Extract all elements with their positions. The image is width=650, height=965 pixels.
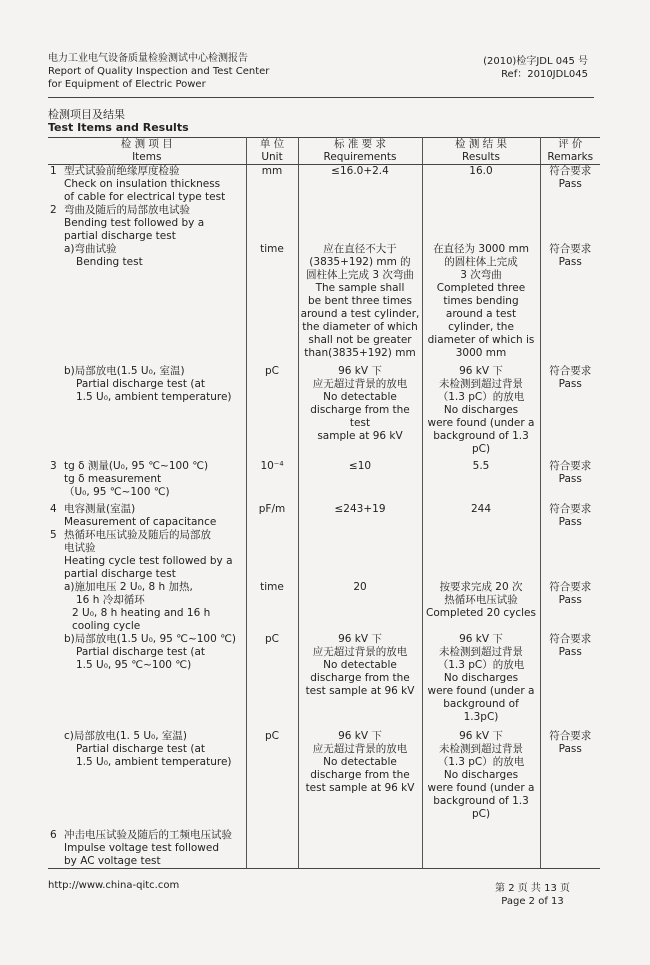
col-header-remarks: 评 价 Remarks bbox=[540, 138, 600, 165]
item-cell: 4 电容测量(室温) Measurement of capacitance bbox=[48, 499, 246, 529]
item-cell: b)局部放电(1.5 U₀, 95 ℃~100 ℃) Partial discharge test (at 1.5 U₀, 95 ℃~100 ℃) bbox=[48, 633, 246, 724]
requirement-cell: 应在直径不大于 (3835+192) mm 的 圆柱体上完成 3 次弯曲 The sample shall be bent three times around a test cylinder, the diameter of which shall not be greater than(3835+192) mm bbox=[298, 243, 422, 365]
result-cell: 16.0 bbox=[422, 165, 540, 205]
table-row bbox=[48, 529, 600, 581]
item-cell: c)局部放电(1. 5 U₀, 室温) Partial discharge test (at 1.5 U₀, ambient temperature) bbox=[48, 724, 246, 821]
remark-cell: 符合要求 Pass bbox=[549, 730, 592, 755]
remark-cell: 符合要求 Pass bbox=[549, 581, 592, 606]
table-row bbox=[48, 204, 600, 243]
result-cell: 在直径为 3000 mm 的圆柱体上完成 3 次弯曲 Completed three times bending around a test cylinder, the diameter of which is 3000 mm bbox=[422, 243, 540, 365]
col-header-results: 检 测 结 果 Results bbox=[422, 138, 540, 165]
table-row bbox=[48, 456, 600, 499]
section-title bbox=[48, 108, 189, 134]
remark-cell: 符合要求 Pass bbox=[549, 365, 592, 390]
org-name-cn: 电力工业电气设备质量检验测试中心检测报告 bbox=[48, 53, 248, 64]
unit-cell: pC bbox=[246, 724, 298, 821]
result-cell: 96 kV 下 未检测到超过背景 （1.3 pC）的放电 No discharges were found (under a background of 1.3 pC) bbox=[422, 365, 540, 456]
requirement-cell: 96 kV 下 应无超过背景的放电 No detectable discharge from the test sample at 96 kV bbox=[298, 724, 422, 821]
table-row bbox=[48, 724, 600, 821]
remark-cell: 符合要求 Pass bbox=[549, 633, 592, 658]
result-cell: 96 kV 下 未检测到超过背景 （1.3 pC）的放电 No discharges were found (under a background of 1.3 pC) bbox=[422, 724, 540, 821]
section-title-cn: 检测项目及结果 bbox=[48, 108, 125, 121]
remark-cell: 符合要求 Pass bbox=[549, 243, 592, 268]
results-table bbox=[48, 137, 600, 869]
item-cell: 1 型式试验前绝缘厚度检验 Check on insulation thickness of cable for electrical type test bbox=[48, 165, 246, 205]
section-title-en: Test Items and Results bbox=[48, 121, 189, 134]
table-row bbox=[48, 165, 600, 205]
table-row bbox=[48, 499, 600, 529]
table-row bbox=[48, 243, 600, 365]
table-row bbox=[48, 821, 600, 869]
item-cell: 5 热循环电压试验及随后的局部放 电试验 Heating cycle test followed by a partial discharge test bbox=[48, 529, 246, 581]
result-cell: 96 kV 下 未检测到超过背景 （1.3 pC）的放电 No discharges were found (under a background of 1.3pC) bbox=[422, 633, 540, 724]
col-header-requirements: 标 准 要 求 Requirements bbox=[298, 138, 422, 165]
item-cell: 6 冲击电压试验及随后的工频电压试验 Impulse voltage test followed by AC voltage test bbox=[48, 821, 246, 869]
unit-cell: pC bbox=[246, 365, 298, 456]
item-cell: b)局部放电(1.5 U₀, 室温) Partial discharge test (at 1.5 U₀, ambient temperature) bbox=[48, 365, 246, 456]
table-row bbox=[48, 581, 600, 633]
unit-cell: 10⁻⁴ bbox=[246, 456, 298, 499]
item-cell: a)施加电压 2 U₀, 8 h 加热, 16 h 冷却循环 2 U₀, 8 h heating and 16 h cooling cycle bbox=[48, 581, 246, 633]
result-cell: 244 bbox=[422, 499, 540, 529]
remark-cell: 符合要求 Pass bbox=[549, 165, 592, 190]
report-header-left bbox=[48, 52, 269, 91]
table-row bbox=[48, 633, 600, 724]
requirement-cell: 20 bbox=[298, 581, 422, 633]
requirement-cell: ≤10 bbox=[298, 456, 422, 499]
unit-cell: pC bbox=[246, 633, 298, 724]
remark-cell: 符合要求 Pass bbox=[549, 503, 592, 528]
result-cell: 按要求完成 20 次 热循环电压试验 Completed 20 cycles bbox=[422, 581, 540, 633]
report-ref-cn: (2010)检字JDL 045 号 bbox=[483, 56, 588, 67]
requirement-cell: ≤243+19 bbox=[298, 499, 422, 529]
footer-page-number bbox=[495, 882, 570, 908]
report-ref-en: Ref：2010JDL045 bbox=[501, 69, 588, 80]
requirement-cell: 96 kV 下 应无超过背景的放电 No detectable discharge from the test sample at 96 kV bbox=[298, 365, 422, 456]
table-header-row bbox=[48, 138, 600, 165]
page-number-en: Page 2 of 13 bbox=[501, 896, 564, 907]
item-cell: 2 弯曲及随后的局部放电试验 Bending test followed by a partial discharge test bbox=[48, 204, 246, 243]
page-number-cn: 第 2 页 共 13 页 bbox=[495, 883, 570, 894]
requirement-cell: ≤16.0+2.4 bbox=[298, 165, 422, 205]
org-name-en-line2: for Equipment of Electric Power bbox=[48, 79, 206, 90]
requirement-cell: 96 kV 下 应无超过背景的放电 No detectable discharge from the test sample at 96 kV bbox=[298, 633, 422, 724]
unit-cell: mm bbox=[246, 165, 298, 205]
result-cell: 5.5 bbox=[422, 456, 540, 499]
unit-cell: time bbox=[246, 243, 298, 365]
table-row bbox=[48, 365, 600, 456]
remark-cell: 符合要求 Pass bbox=[549, 460, 592, 485]
footer-url: http://www.china-qitc.com bbox=[48, 880, 180, 891]
org-name-en-line1: Report of Quality Inspection and Test Center bbox=[48, 66, 270, 77]
unit-cell: time bbox=[246, 581, 298, 633]
report-header-right bbox=[483, 55, 588, 81]
header-divider bbox=[48, 97, 594, 98]
item-cell: 3 tg δ 测量(U₀, 95 ℃~100 ℃) tg δ measurement （U₀, 95 ℃~100 ℃) bbox=[48, 456, 246, 499]
col-header-unit: 单 位 Unit bbox=[246, 138, 298, 165]
col-header-items: 检 测 项 目 Items bbox=[48, 138, 246, 165]
unit-cell: pF/m bbox=[246, 499, 298, 529]
item-cell: a)弯曲试验 Bending test bbox=[48, 243, 246, 365]
